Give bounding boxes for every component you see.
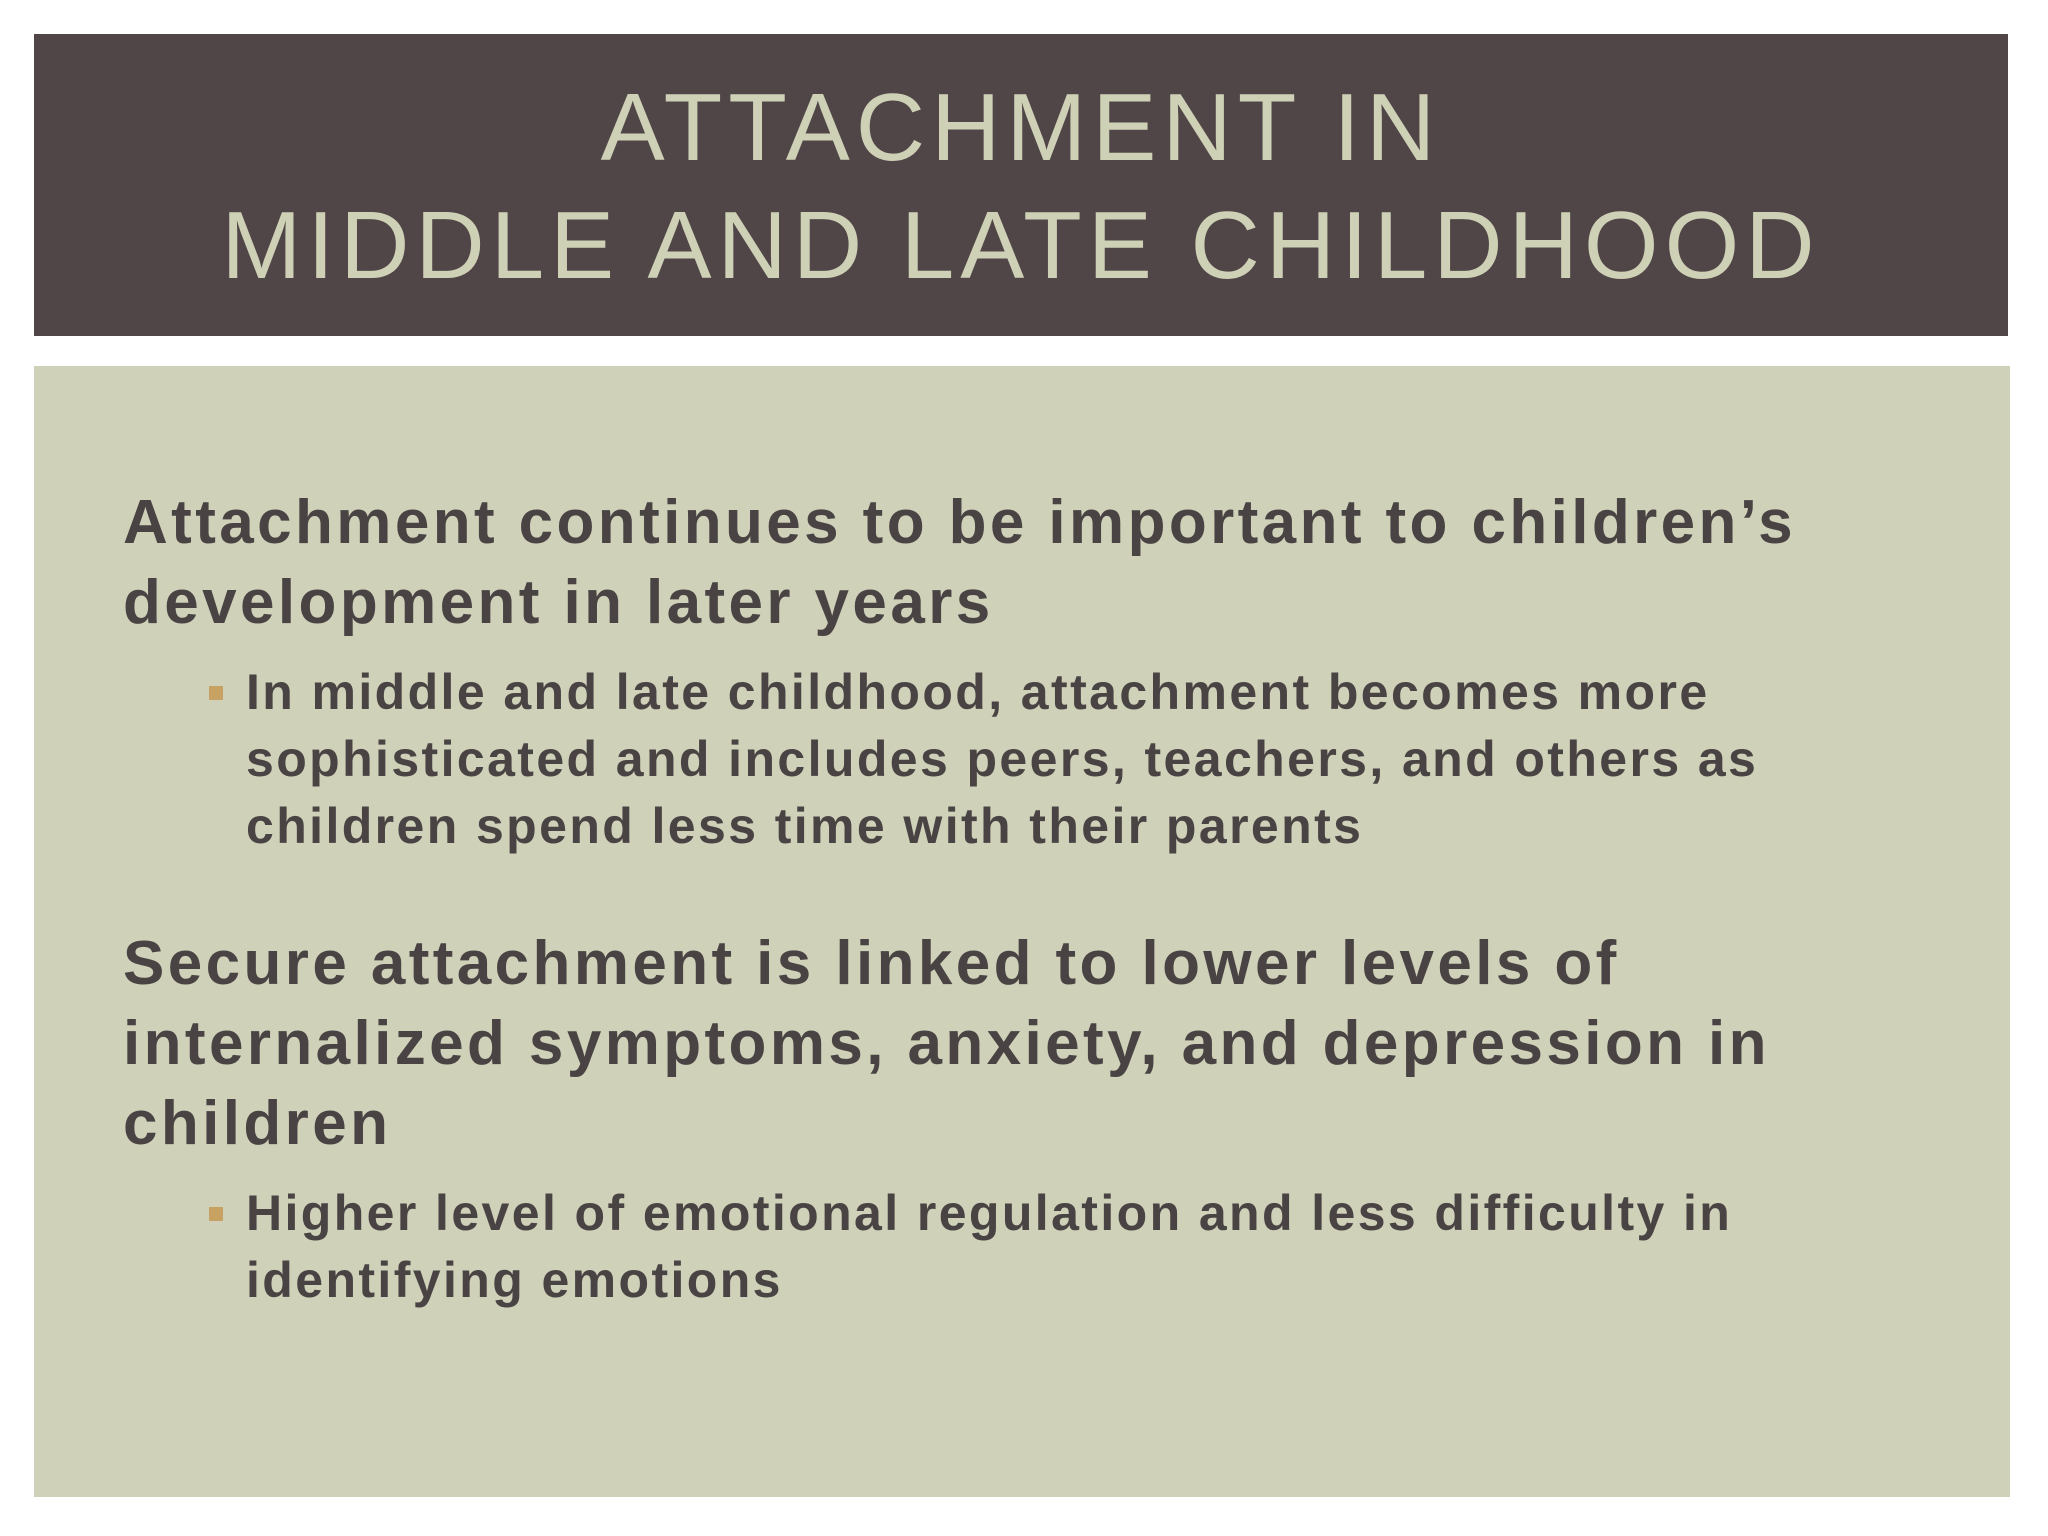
sub-point-1-text: In middle and late childhood, attachment becomes more sophisticated and includes peers, teachers, and others as children spend less time with their parents xyxy=(246,664,1759,854)
main-point-1: Attachment continues to be important to children’s development in later years xyxy=(123,488,1797,637)
sub-point-2 xyxy=(246,1180,1950,1314)
square-bullet-icon xyxy=(209,686,223,700)
square-bullet-icon xyxy=(209,1207,223,1221)
slide-content-box xyxy=(34,366,2010,1497)
sub-point-1 xyxy=(246,659,1950,860)
slide-title-line-1: ATTACHMENT IN xyxy=(600,74,1442,181)
slide-title-bar xyxy=(34,34,2008,336)
sub-point-2-text: Higher level of emotional regulation and less difficulty in identifying emotions xyxy=(246,1185,1733,1308)
main-point-2: Secure attachment is linked to lower levels of internalized symptoms, anxiety, and depression in children xyxy=(123,929,1770,1158)
slide-title-line-2: MIDDLE AND LATE CHILDHOOD xyxy=(221,192,1821,299)
